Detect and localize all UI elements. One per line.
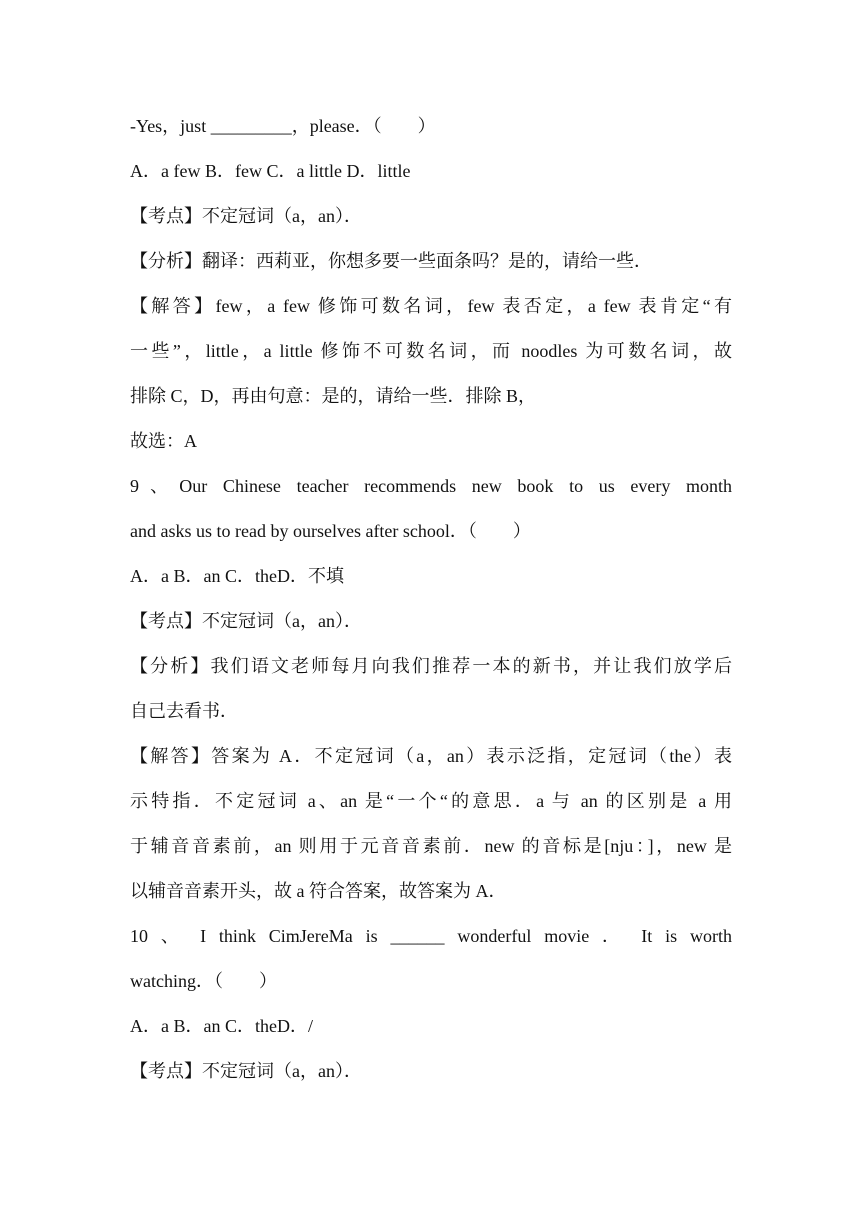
options-q8: A．a few B．few C．a little D．little — [130, 161, 411, 181]
kaodian-q8: 【考点】不定冠词（a，an）． — [130, 206, 362, 226]
answer-line-q8: -Yes，just _________，please．（ ） — [130, 116, 436, 136]
question-10-line-2: watching．（ ） — [130, 971, 277, 991]
jieda-q8-line-3: 排除 C，D，再由句意：是的，请给一些．排除 B， — [130, 386, 537, 406]
kaodian-q9: 【考点】不定冠词（a，an）． — [130, 611, 362, 631]
document-page — [130, 104, 732, 1094]
kaodian-q10: 【考点】不定冠词（a，an）． — [130, 1061, 362, 1081]
jieda-q9-line-1: 【解答】答案为 A．不定冠词（a，an）表示泛指，定冠词（the）表 — [130, 746, 732, 766]
jieda-q8-line-2: 一些”，little，a little 修饰不可数名词，而 noodles 为可数名词，故 — [130, 341, 732, 361]
jieda-q9-line-2: 示特指．不定冠词 a、an 是“一个“的意思．a 与 an 的区别是 a 用 — [130, 791, 732, 811]
fenxi-q9-line-2: 自己去看书． — [130, 701, 238, 721]
options-q10: A．a B．an C．theD．/ — [130, 1016, 313, 1036]
conclusion-q8: 故选：A — [130, 431, 197, 451]
question-9-line-2: and asks us to read by ourselves after school．（ ） — [130, 521, 531, 541]
question-10-line-1: 10 、 I think CimJereMa is ______ wonderful movie ． It is worth — [130, 926, 732, 946]
options-q9: A．a B．an C．theD．不填 — [130, 566, 344, 586]
jieda-q8-line-1: 【解答】few，a few 修饰可数名词，few 表否定，a few 表肯定“有 — [130, 296, 732, 316]
question-9-line-1: 9、Our Chinese teacher recommends new book to us every month — [130, 476, 732, 496]
fenxi-q8: 【分析】翻译：西莉亚，你想多要一些面条吗？是的，请给一些． — [130, 251, 652, 271]
jieda-q9-line-4: 以辅音音素开头，故 a 符合答案，故答案为 A． — [130, 881, 507, 901]
fenxi-q9-line-1: 【分析】我们语文老师每月向我们推荐一本的新书，并让我们放学后 — [130, 656, 732, 676]
jieda-q9-line-3: 于辅音音素前，an 则用于元音音素前．new 的音标是[nju：]，new 是 — [130, 836, 732, 856]
